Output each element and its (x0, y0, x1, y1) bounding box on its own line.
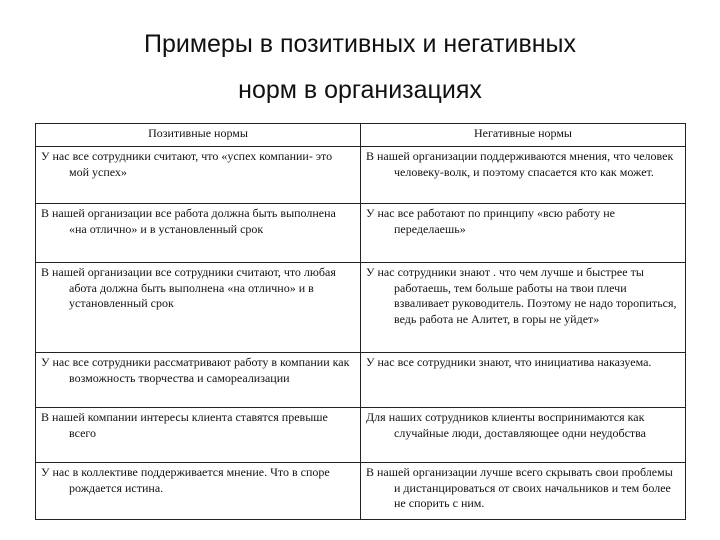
table-row (36, 263, 686, 353)
positive-norm-cell (36, 263, 361, 353)
table-row (36, 463, 686, 520)
positive-norm-cell (36, 463, 361, 520)
slide-title-line-1: Примеры в позитивных и негативных (144, 30, 576, 58)
negative-norm-cell (361, 353, 686, 408)
negative-norm-cell (361, 408, 686, 463)
table-header-row (36, 124, 686, 147)
negative-norm-text: У нас все работают по принципу «всю работу не переделаешь» (366, 206, 615, 236)
norms-table (35, 123, 686, 520)
table-row (36, 353, 686, 408)
table-row (36, 147, 686, 204)
negative-norm-cell (361, 463, 686, 520)
negative-norm-text: В нашей организации лучше всего скрывать свои проблемы и дистанцироваться от своих начальников и тем более не спорить с ним. (366, 465, 673, 510)
negative-norm-text: Для наших сотрудников клиенты воспринимаются как случайные люди, доставляющее одни неудобства (366, 410, 647, 440)
positive-norm-cell (36, 353, 361, 408)
positive-norm-cell (36, 408, 361, 463)
header-positive-norms: Позитивные нормы (36, 124, 361, 147)
positive-norm-cell (36, 147, 361, 204)
negative-norm-text: В нашей организации поддерживаются мнения, что человек человеку-волк, и поэтому спасается кто как может. (366, 149, 674, 179)
positive-norm-text: У нас все сотрудники рассматривают работу в компании как возможность творчества и самореализации (41, 355, 350, 385)
negative-norm-cell (361, 263, 686, 353)
slide-title-line-2: норм в организациях (238, 76, 482, 104)
positive-norm-text: В нашей организации все сотрудники считают, что любая абота должна быть выполнена «на отлично» и в установленный срок (41, 265, 336, 310)
positive-norm-cell (36, 204, 361, 263)
negative-norm-cell (361, 204, 686, 263)
positive-norm-text: В нашей компании интересы клиента ставятся превыше всего (41, 410, 328, 440)
table-row (36, 408, 686, 463)
negative-norm-text: У нас сотрудники знают . что чем лучше и быстрее ты работаешь, тем больше работы на твои плечи взваливает руководитель. Поэтому не надо торопиться, ведь работа не Алитет, в горы не уйдет» (366, 265, 677, 326)
positive-norm-text: У нас в коллективе поддерживается мнение. Что в споре рождается истина. (41, 465, 330, 495)
positive-norm-text: У нас все сотрудники считают, что «успех компании- это мой успех» (41, 149, 333, 179)
positive-norm-text: В нашей организации все работа должна быть выполнена «на отлично» и в установленный срок (41, 206, 336, 236)
header-negative-norms: Негативные нормы (361, 124, 686, 147)
table-row (36, 204, 686, 263)
negative-norm-text: У нас все сотрудники знают, что инициатива наказуема. (366, 355, 652, 369)
negative-norm-cell (361, 147, 686, 204)
